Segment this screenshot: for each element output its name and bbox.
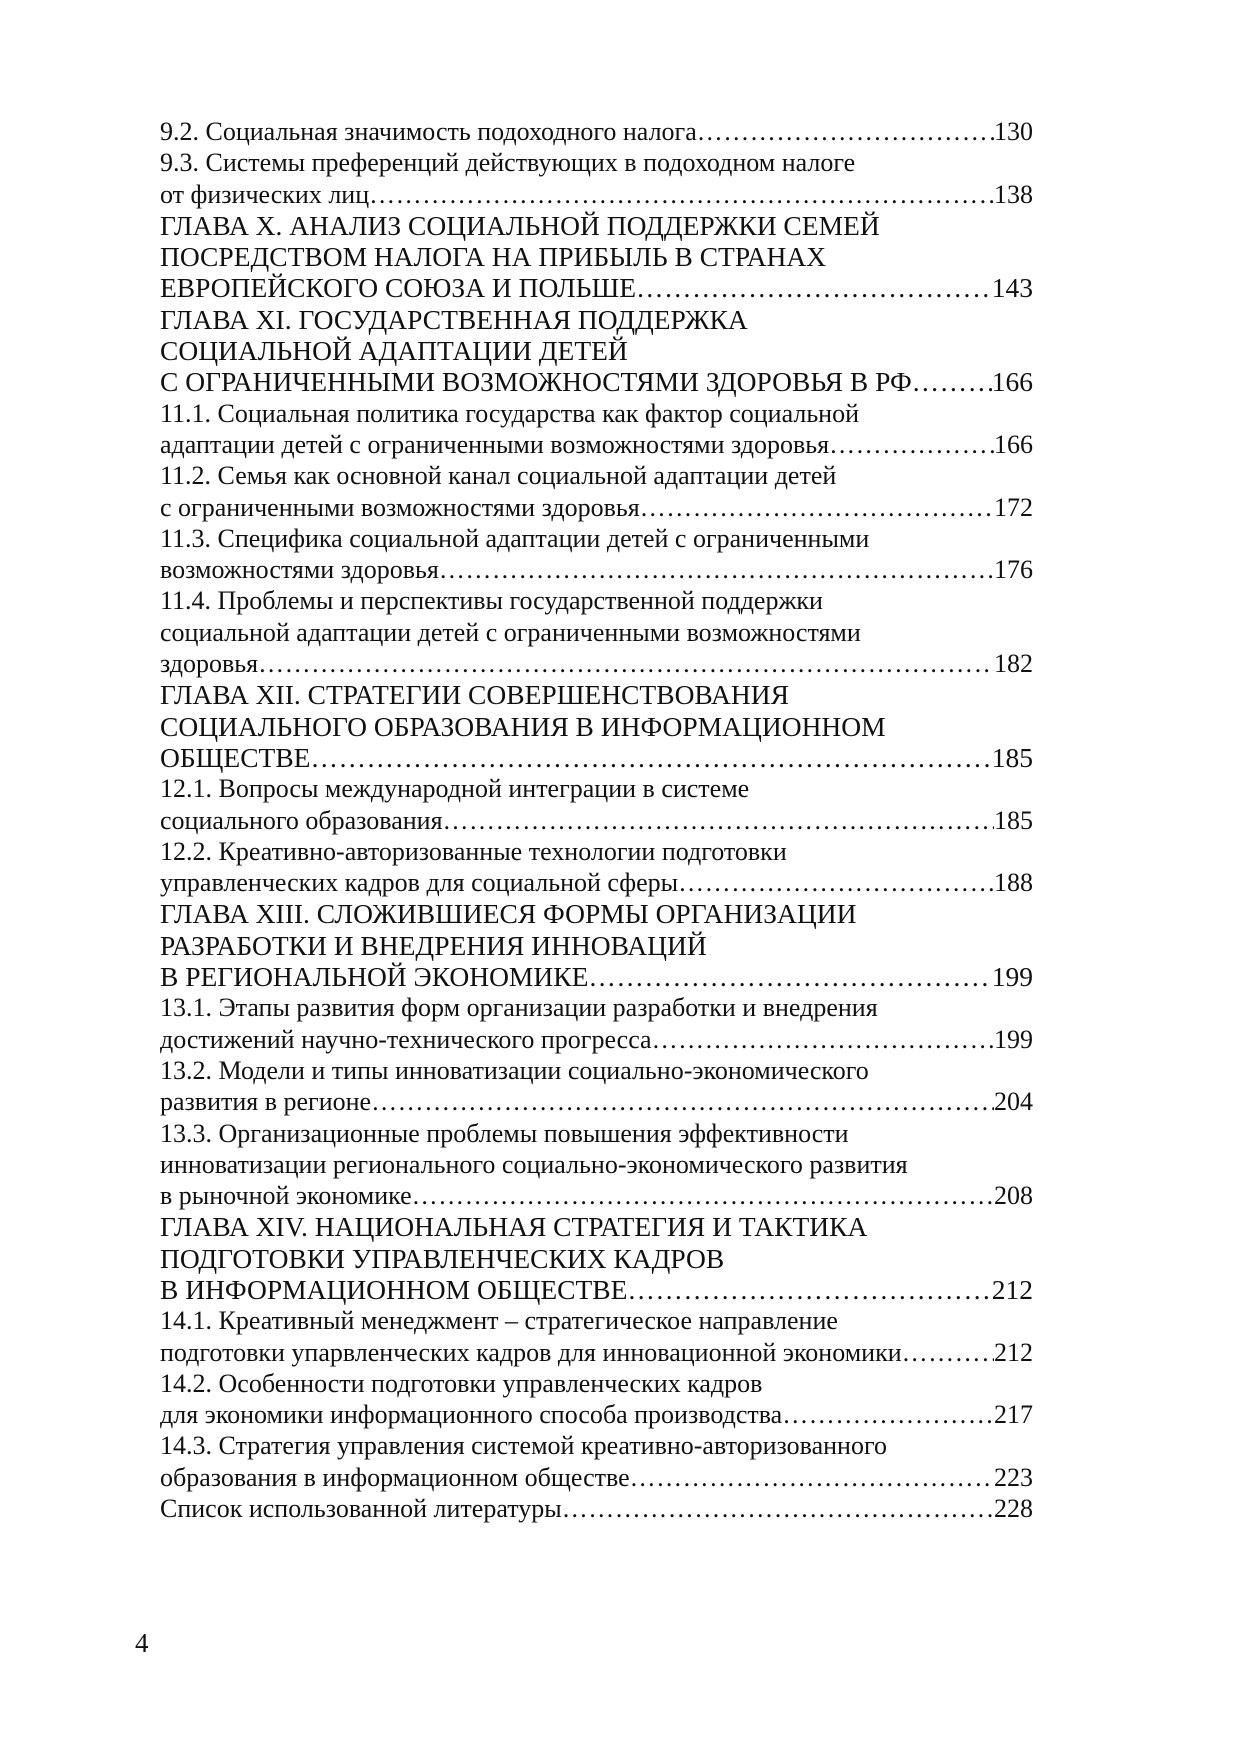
toc-page-number: 185 xyxy=(991,741,1033,773)
dot-leader xyxy=(678,867,994,898)
toc-line xyxy=(160,1024,1033,1055)
toc-entry-text: 11.3. Специфика социальной адаптации детей с ограниченными xyxy=(160,523,870,553)
toc-entry-text: в рыночной экономике xyxy=(160,1181,412,1211)
toc-page-number: 204 xyxy=(994,1087,1033,1117)
toc-entry-text: ГЛАВА XIII. СЛОЖИВШИЕСЯ ФОРМЫ ОРГАНИЗАЦИИ xyxy=(160,898,857,930)
dot-leader xyxy=(258,648,994,679)
toc-page-number: 228 xyxy=(994,1494,1033,1524)
toc-page-number: 212 xyxy=(991,1273,1033,1305)
toc-page-number: 212 xyxy=(994,1337,1033,1367)
toc-entry-text: СОЦИАЛЬНОЙ АДАПТАЦИИ ДЕТЕЙ xyxy=(160,335,628,367)
dot-leader xyxy=(902,1337,994,1368)
dot-leader xyxy=(912,366,992,397)
toc-page-number: 176 xyxy=(994,555,1033,585)
toc-section-entry xyxy=(160,1430,1033,1493)
toc-line xyxy=(160,241,1033,272)
toc-section-entry xyxy=(160,1493,1033,1524)
toc-chapter-entry xyxy=(160,1211,1033,1305)
toc-line xyxy=(160,366,1033,397)
toc-entry-text: с ограниченными возможностями здоровья xyxy=(160,492,640,522)
toc-line xyxy=(160,1180,1033,1211)
toc-section-entry xyxy=(160,116,1033,147)
toc-entry-text: РАЗРАБОТКИ И ВНЕДРЕНИЯ ИННОВАЦИЙ xyxy=(160,929,707,961)
toc-line xyxy=(160,648,1033,679)
toc-entry-text: 11.1. Социальная политика государства как фактор социальной xyxy=(160,398,860,428)
dot-leader xyxy=(443,805,994,836)
toc-entry-text: образования в информационном обществе xyxy=(160,1462,630,1492)
toc-line xyxy=(160,711,1033,742)
toc-entry-text: ПОДГОТОВКИ УПРАВЛЕНЧЕСКИХ КАДРОВ xyxy=(160,1242,725,1274)
toc-section-entry xyxy=(160,992,1033,1055)
toc-entry-text: ГЛАВА XIV. НАЦИОНАЛЬНАЯ СТРАТЕГИЯ И ТАКТИКА xyxy=(160,1211,868,1243)
toc-entry-text: возможностями здоровья xyxy=(160,555,439,585)
toc-line xyxy=(160,1211,1033,1242)
toc-entry-text: адаптации детей с ограниченными возможностями здоровья xyxy=(160,429,830,459)
dot-leader xyxy=(640,492,994,523)
toc-section-entry xyxy=(160,398,1033,461)
toc-page-number: 199 xyxy=(994,1024,1033,1054)
toc-line xyxy=(160,210,1033,241)
toc-line xyxy=(160,1118,1033,1149)
toc-entry-text: ОБЩЕСТВЕ xyxy=(160,741,311,773)
toc-page-number: 143 xyxy=(991,272,1033,304)
toc-chapter-entry xyxy=(160,304,1033,398)
toc-entry-text: ПОСРЕДСТВОМ НАЛОГА НА ПРИБЫЛЬ В СТРАНАХ xyxy=(160,241,827,273)
dot-leader xyxy=(829,429,994,460)
toc-entry-text: 13.1. Этапы развития форм организации разработки и внедрения xyxy=(160,993,878,1023)
toc-line xyxy=(160,930,1033,961)
toc-entry-text: СОЦИАЛЬНОГО ОБРАЗОВАНИЯ В ИНФОРМАЦИОННОМ xyxy=(160,710,886,742)
toc-section-entry xyxy=(160,1305,1033,1368)
toc-line xyxy=(160,1368,1033,1399)
toc-entry-text: инноватизации регионального социально-экономического развития xyxy=(160,1149,908,1179)
toc-line xyxy=(160,1462,1033,1493)
toc-entry-text: 12.2. Креативно-авторизованные технологии подготовки xyxy=(160,836,787,866)
toc-entry-text: 14.2. Особенности подготовки управленческих кадров xyxy=(160,1368,763,1398)
toc-line xyxy=(160,1305,1033,1336)
toc-page-number: 185 xyxy=(994,805,1033,835)
toc-entry-text: подготовки упарвленческих кадров для инновационной экономики xyxy=(160,1337,902,1367)
toc-entry-text: 9.3. Системы преференций действующих в подоходном налоге xyxy=(160,148,856,178)
dot-leader xyxy=(627,1274,991,1305)
toc-page-number: 172 xyxy=(994,492,1033,522)
toc-entry-text: здоровья xyxy=(160,649,259,679)
toc-line xyxy=(160,1086,1033,1117)
toc-line xyxy=(160,867,1033,898)
toc-section-entry xyxy=(160,585,1033,679)
toc-line xyxy=(160,805,1033,836)
toc-line xyxy=(160,898,1033,929)
toc-entry-text: ГЛАВА XII. СТРАТЕГИИ СОВЕРШЕНСТВОВАНИЯ xyxy=(160,679,789,711)
toc-entry-text: социального образования xyxy=(160,805,443,835)
toc-entry-text: от физических лиц xyxy=(160,179,370,209)
toc-line xyxy=(160,335,1033,366)
toc-page-number: 138 xyxy=(994,179,1033,209)
toc-section-entry xyxy=(160,1118,1033,1212)
toc-page-number: 130 xyxy=(994,117,1033,146)
dot-leader xyxy=(782,1399,994,1430)
toc-line xyxy=(160,429,1033,460)
toc-entry-text: для экономики информационного способа производства xyxy=(160,1400,783,1430)
dot-leader xyxy=(697,116,994,147)
dot-leader xyxy=(310,742,991,773)
toc-entry-text: управленческих кадров для социальной сферы xyxy=(160,868,679,898)
toc-section-entry xyxy=(160,1368,1033,1431)
toc-line xyxy=(160,304,1033,335)
toc-line xyxy=(160,617,1033,648)
toc-page-number: 208 xyxy=(994,1181,1033,1211)
toc-entry-text: 11.2. Семья как основной канал социальной адаптации детей xyxy=(160,461,837,491)
table-of-contents xyxy=(160,116,1033,1524)
toc-line xyxy=(160,585,1033,616)
toc-line xyxy=(160,836,1033,867)
toc-entry-text: 13.3. Организационные проблемы повышения эффективности xyxy=(160,1118,849,1148)
toc-line xyxy=(160,1243,1033,1274)
toc-page-number: 199 xyxy=(991,961,1033,993)
toc-entry-text: Список использованной литературы xyxy=(160,1494,562,1524)
dot-leader xyxy=(652,1024,994,1055)
toc-line xyxy=(160,492,1033,523)
toc-entry-text: 13.2. Модели и типы инноватизации социально-экономического xyxy=(160,1055,869,1085)
toc-entry-text: ГЛАВА XI. ГОСУДАРСТВЕННАЯ ПОДДЕРЖКА xyxy=(160,303,748,335)
toc-entry-text: 12.1. Вопросы международной интеграции в системе xyxy=(160,774,750,804)
dot-leader xyxy=(371,1086,994,1117)
toc-chapter-entry xyxy=(160,679,1033,773)
toc-page-number: 166 xyxy=(994,429,1033,459)
toc-chapter-entry xyxy=(160,898,1033,992)
toc-line xyxy=(160,773,1033,804)
toc-entry-text: ГЛАВА X. АНАЛИЗ СОЦИАЛЬНОЙ ПОДДЕРЖКИ СЕМЕЙ xyxy=(160,209,880,241)
toc-entry-text: С ОГРАНИЧЕННЫМИ ВОЗМОЖНОСТЯМИ ЗДОРОВЬЯ В РФ xyxy=(160,366,912,398)
toc-entry-text: 14.1. Креативный менеджмент – стратегическое направление xyxy=(160,1306,838,1336)
dot-leader xyxy=(636,272,992,303)
toc-section-entry xyxy=(160,1055,1033,1118)
toc-entry-text: 9.2. Социальная значимость подоходного налога xyxy=(160,117,697,146)
toc-section-entry xyxy=(160,523,1033,586)
dot-leader xyxy=(439,554,994,585)
toc-section-entry xyxy=(160,460,1033,523)
toc-line xyxy=(160,1274,1033,1305)
toc-line xyxy=(160,961,1033,992)
dot-leader xyxy=(412,1180,994,1211)
toc-entry-text: социальной адаптации детей с ограниченными возможностями xyxy=(160,617,861,647)
toc-line xyxy=(160,272,1033,303)
toc-page-number: 166 xyxy=(991,366,1033,398)
toc-line xyxy=(160,398,1033,429)
toc-page-number: 217 xyxy=(994,1400,1033,1430)
toc-page-number: 182 xyxy=(994,649,1033,679)
toc-line xyxy=(160,116,1033,147)
toc-line xyxy=(160,1493,1033,1524)
toc-line xyxy=(160,742,1033,773)
toc-section-entry xyxy=(160,773,1033,836)
toc-entry-text: ЕВРОПЕЙСКОГО СОЮЗА И ПОЛЬШЕ xyxy=(160,272,636,304)
toc-entry-text: 14.3. Стратегия управления системой креативно-авторизованного xyxy=(160,1431,887,1461)
toc-line xyxy=(160,147,1033,178)
dot-leader xyxy=(588,961,991,992)
toc-section-entry xyxy=(160,836,1033,899)
toc-line xyxy=(160,992,1033,1023)
toc-chapter-entry xyxy=(160,210,1033,304)
dot-leader xyxy=(562,1493,994,1524)
toc-line xyxy=(160,1399,1033,1430)
toc-line xyxy=(160,679,1033,710)
toc-line xyxy=(160,179,1033,210)
toc-line xyxy=(160,1430,1033,1461)
toc-line xyxy=(160,523,1033,554)
toc-line xyxy=(160,554,1033,585)
toc-section-entry xyxy=(160,147,1033,210)
toc-entry-text: В РЕГИОНАЛЬНОЙ ЭКОНОМИКЕ xyxy=(160,961,589,993)
toc-entry-text: 11.4. Проблемы и перспективы государственной поддержки xyxy=(160,586,823,616)
toc-line xyxy=(160,1055,1033,1086)
dot-leader xyxy=(369,179,994,210)
dot-leader xyxy=(630,1462,994,1493)
toc-line xyxy=(160,460,1033,491)
toc-page-number: 223 xyxy=(994,1462,1033,1492)
toc-entry-text: В ИНФОРМАЦИОННОМ ОБЩЕСТВЕ xyxy=(160,1273,628,1305)
toc-page-number: 188 xyxy=(994,868,1033,898)
toc-line xyxy=(160,1149,1033,1180)
toc-entry-text: достижений научно-технического прогресса xyxy=(160,1024,652,1054)
toc-entry-text: развития в регионе xyxy=(160,1087,372,1117)
toc-line xyxy=(160,1337,1033,1368)
page-number: 4 xyxy=(135,1628,149,1658)
